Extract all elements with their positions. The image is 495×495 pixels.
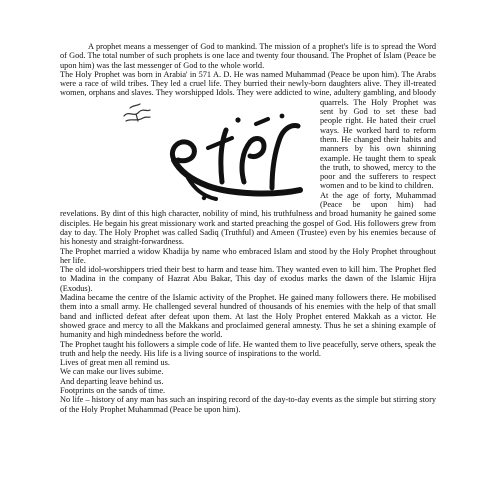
muhammad-calligraphy-icon bbox=[122, 102, 310, 206]
teaching-paragraph: The Prophet taught his followers a simple code of life. He wanted them to live peacefully, serve others, speak the truth and help the needy. His life is a living source of inspirations to the world. bbox=[60, 339, 436, 358]
intro-paragraph: A prophet means a messenger of God to mankind. The mission of a prophet's life is to spread the Word of God. The total number of such prophets is one lace and twenty four thousand. The Prophet of Islam (Peace be upon him) was the last messenger of God to the whole world. bbox=[60, 42, 436, 70]
poem-line: And departing leave behind us. bbox=[60, 376, 164, 386]
essay-body bbox=[60, 42, 436, 414]
birth-paragraph-start: The Holy Prophet was born in Arabia' in 571 A. D. He was named Muhammad (Peace be upon him). The Arabs were a race of wild tribes. They led a cruel life. They burried their newly-born daughters alive. They ill-treated women, orphans and slaves. They worshipped bbox=[60, 69, 436, 98]
pbuh-mark-icon bbox=[122, 102, 152, 124]
poem-line: We can make our lives subime. bbox=[60, 367, 164, 377]
revelation-paragraph: At the age of forty, Muhammad (Peace be upon him) had revelations. By dint of this high character, nobility of mind, his truthfulness and broad humanity he gained some disciples. He begain his great missionary work and started preaching the gospel of God. His followers grew from day to day. The Holy Prophet was called Sadiq (Truthful) and Ameen (Trustee) even by his enemies because of his honesty and straight-forwardness. bbox=[60, 190, 436, 247]
poem-line: Footprints on the sands of time. bbox=[60, 385, 166, 395]
closing-paragraph: No life – history of any man has such an inspiring record of the day-to-day events as the simple but stirring story of the Holy Prophet Muhammad (Peace be upon him). bbox=[60, 395, 436, 414]
poem-line: Lives of great men all remind us. bbox=[60, 358, 170, 368]
hijra-paragraph: The old idol-worshippers tried their best to harm and tease him. They wanted even to kill him. The Prophet fled to Madina in the company of Hazrat Abu Bakar, This day of exodus marks the dawn of the Islamic Hijra (Exodus). bbox=[60, 265, 436, 293]
madina-paragraph: Madina became the centre of the Islamic activity of the Prophet. He gained many followers there. He mobilised them into a small army. He challenged several hundred of thousands of his enemies with the help of that small band and inflicted defeat after defeat upon them. At last the Holy Prophet entered Makkah as a victor. He showed grace and mercy to all the Makkans and proclaimed general amnesty. Thus he set a shining example of humanity and high mindedness before the world. bbox=[60, 293, 436, 340]
birth-paragraph bbox=[60, 70, 436, 191]
birth-paragraph-rest: Idols. They were addicted to wine, adultery gambling, and bloody quarrels. The Holy Prophet was sent by God to set these bad people right. He hated their cruel ways. He worked hard to reform them. He changed their habits and manners by his own shinning example. He taught them to speak the truth, to showed, mercy to the poor and the sufferers to respect women and to be kind to children. bbox=[216, 88, 436, 191]
marriage-paragraph: The Prophet married a widow Khadija by name who embraced Islam and stood by the Holy Prophet throughout her life. bbox=[60, 246, 436, 265]
